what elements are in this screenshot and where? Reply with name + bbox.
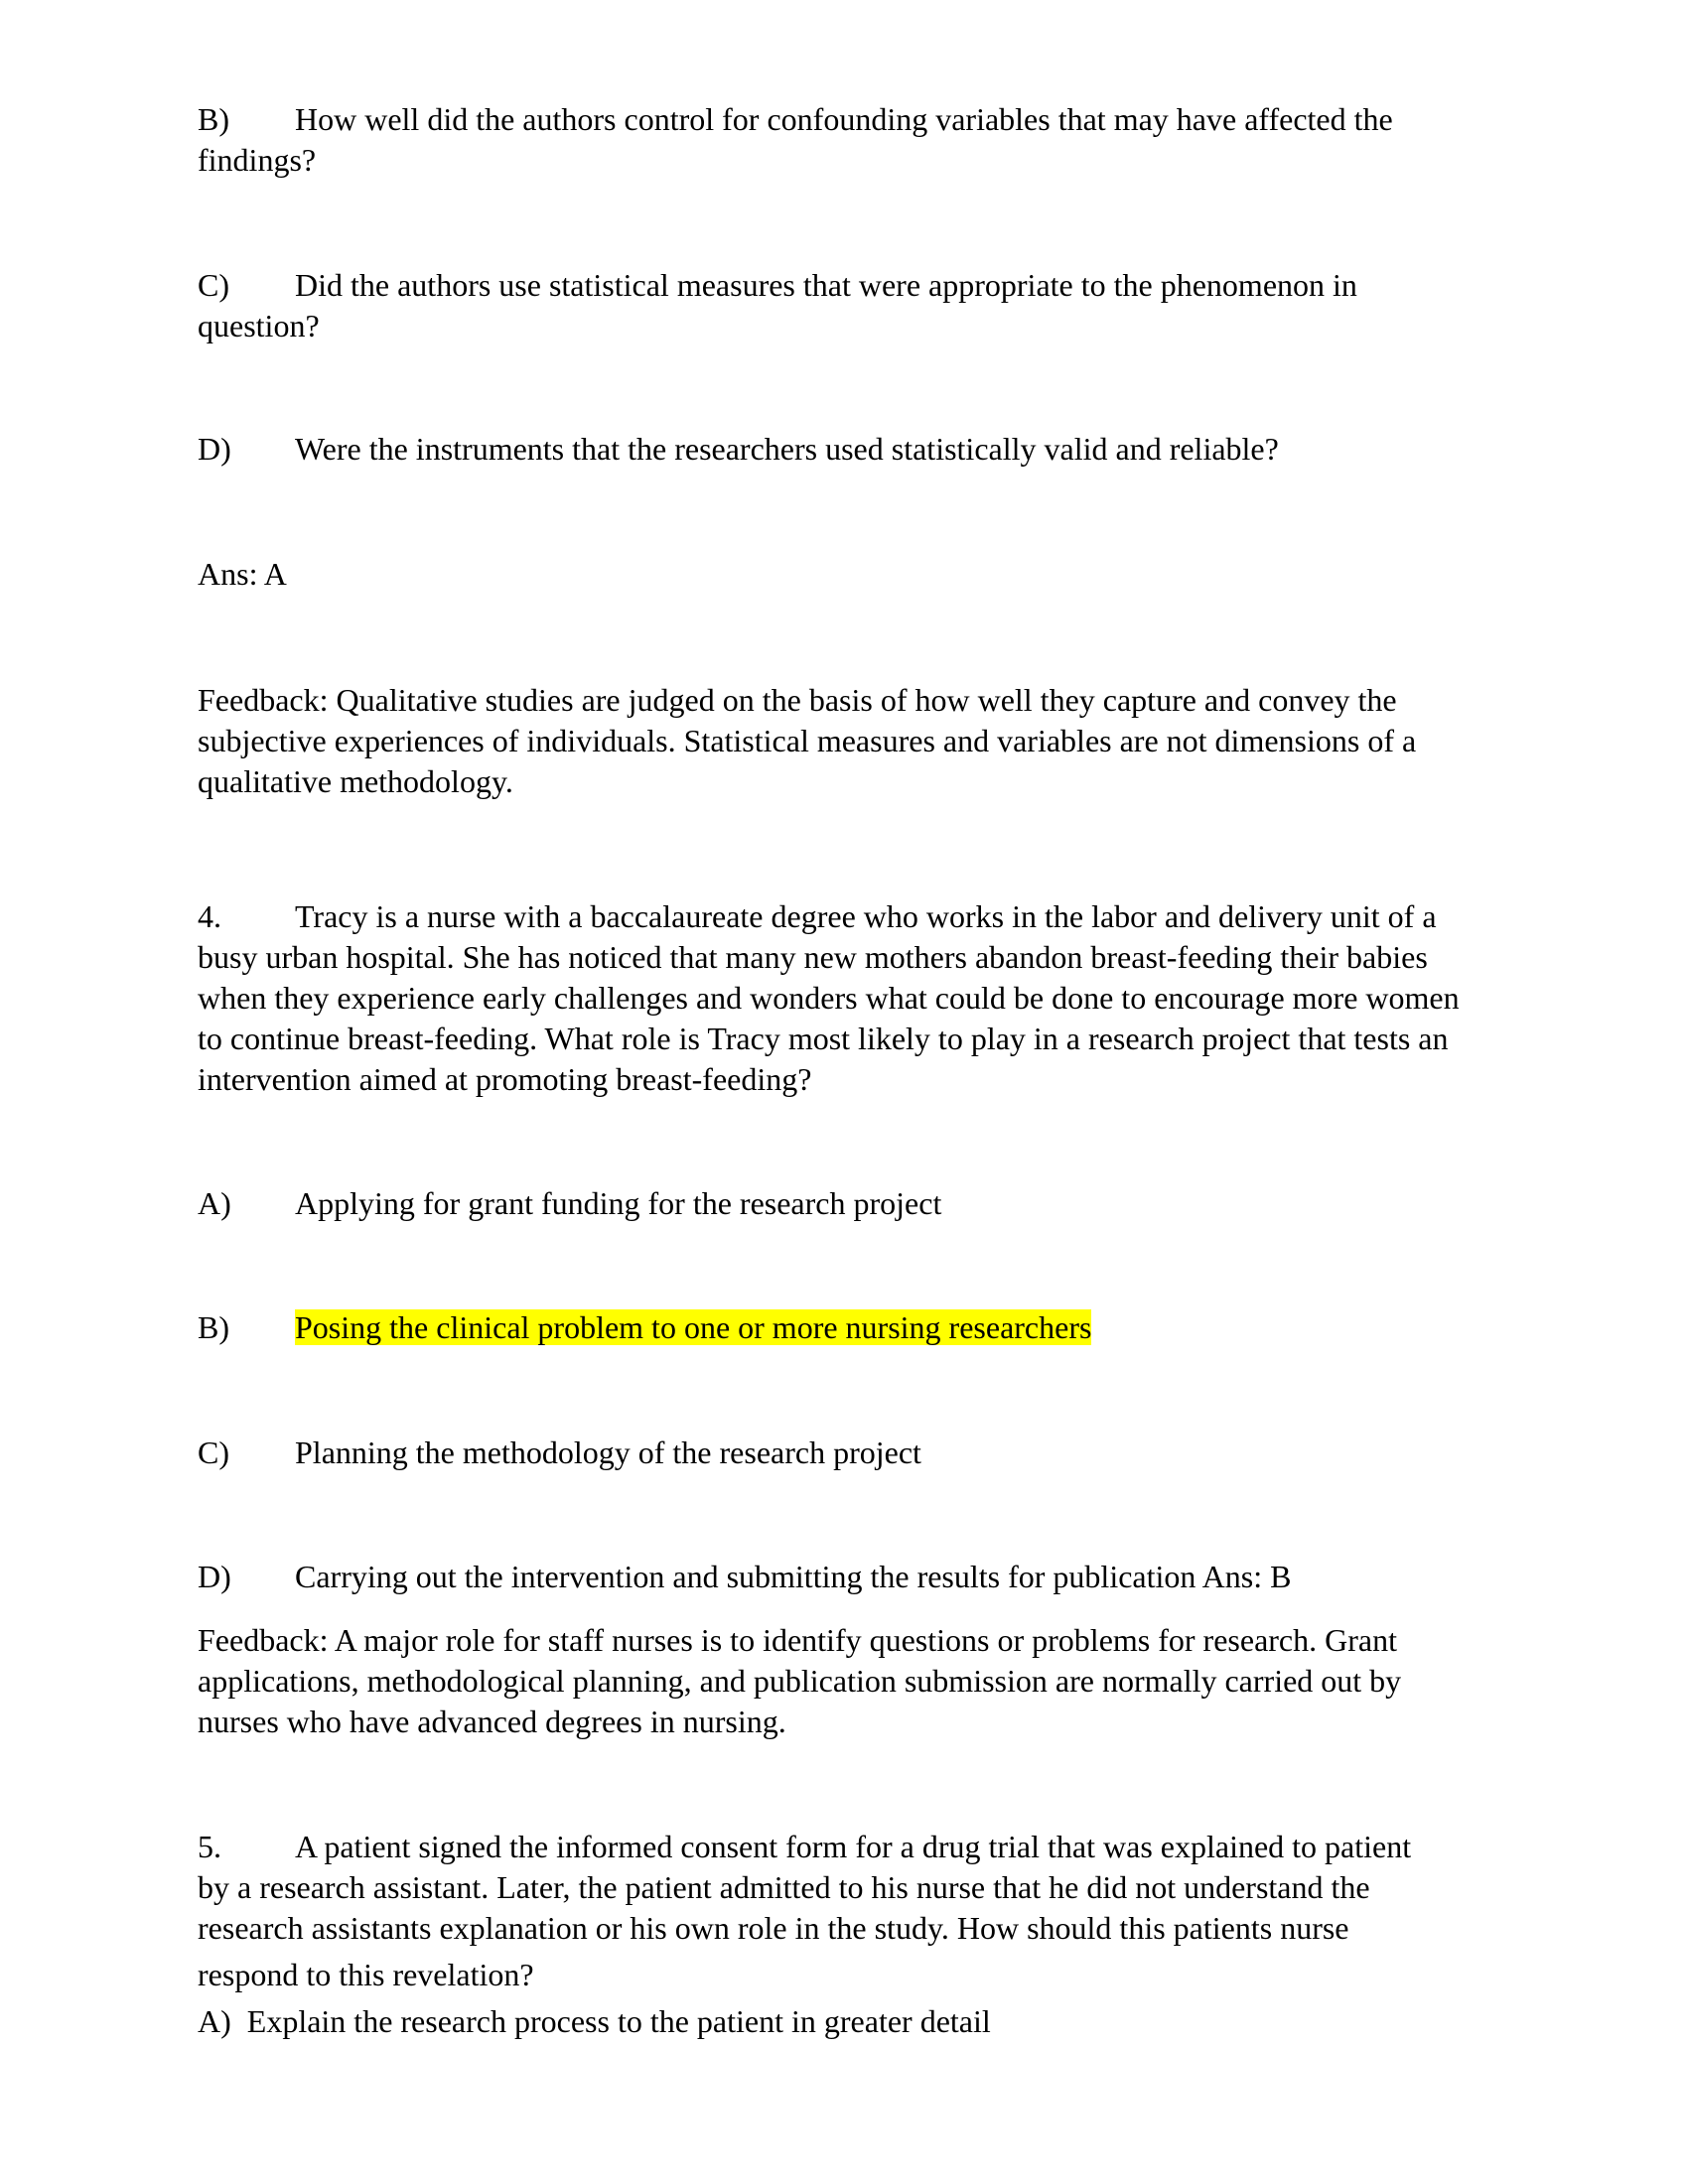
q5-question: 5. A patient signed the informed consent form for a drug trial that was explained to patient by a research assistant. Later, the patient admitted to his nurse that he did not understand the research assistants explanation or his own role in the study. How should this patients nurse respond to this revelation? A) Explain the research process to the patient in greater detail bbox=[198, 1827, 1478, 2042]
q4-feedback: Feedback: A major role for staff nurses is to identify questions or problems for research. Grant applications, methodological planning, and publication submission are normally carried out by nurses who have advanced degrees in nursing. bbox=[198, 1622, 1402, 1739]
q3-answer: Ans: A bbox=[198, 556, 287, 592]
q4-option-b: B) Posing the clinical problem to one or more nursing researchers bbox=[198, 1309, 1092, 1345]
q5-option-a: A) Explain the research process to the patient in greater detail bbox=[198, 2003, 991, 2039]
q4-option-a: A) Applying for grant funding for the research project bbox=[198, 1185, 942, 1221]
highlighted-answer: Posing the clinical problem to one or more nursing researchers bbox=[295, 1309, 1092, 1345]
q3-option-c: C) Did the authors use statistical measures that were appropriate to the phenomenon in question? bbox=[198, 267, 1357, 343]
q4-option-c: C) Planning the methodology of the research project bbox=[198, 1434, 921, 1470]
q3-option-d: D) Were the instruments that the researchers used statistically valid and reliable? bbox=[198, 431, 1279, 467]
q3-feedback: Feedback: Qualitative studies are judged on the basis of how well they capture and convey the subjective experiences of individuals. Statistical measures and variables are not dimensions of a qualitative methodology. bbox=[198, 682, 1417, 799]
q3-option-b: B) How well did the authors control for confounding variables that may have affected the findings? bbox=[198, 101, 1393, 178]
q4-option-d: D) Carrying out the intervention and submitting the results for publication Ans: B bbox=[198, 1559, 1292, 1594]
q4-question: 4. Tracy is a nurse with a baccalaureate degree who works in the labor and delivery unit of a busy urban hospital. She has noticed that many new mothers abandon breast-feeding their babies when they experience early challenges and wonders what could be done to encourage more women to continue breast-feeding. What role is Tracy most likely to play in a research project that tests an intervention aimed at promoting breast-feeding? bbox=[198, 898, 1460, 1097]
